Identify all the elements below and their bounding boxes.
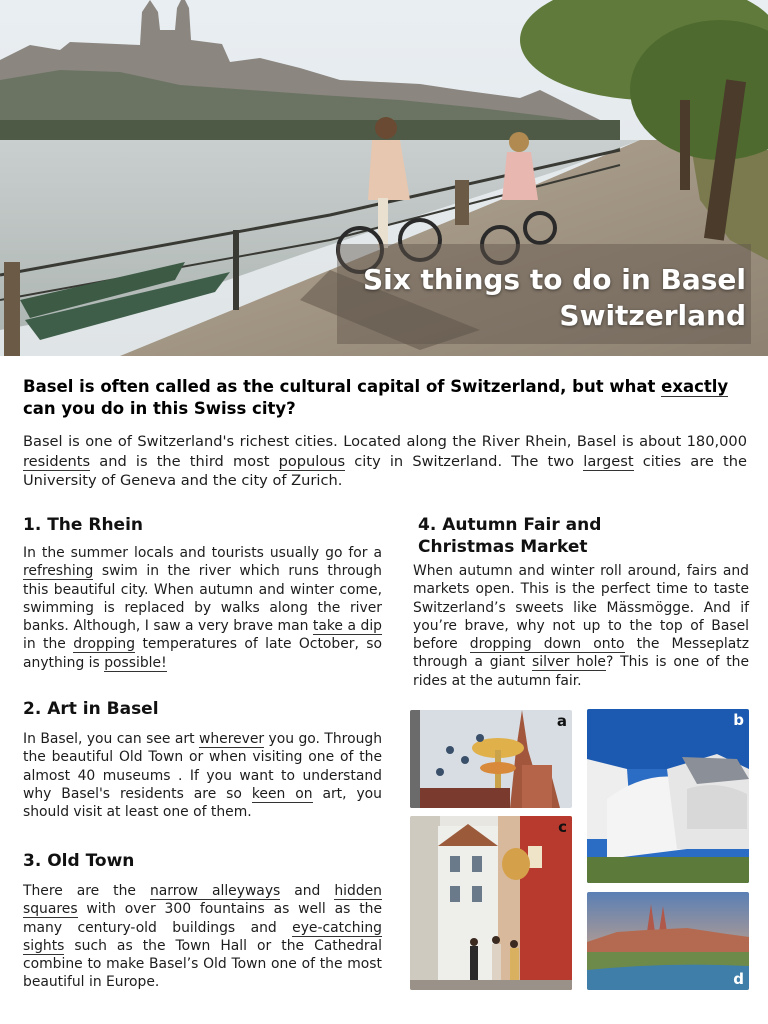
section-text-art: In Basel, you can see art wherever you go. Through the beautiful Old Town or when visiting one of the almost 40 museums . If you want to understand why Basel's residents are so keen on art, you should visit at least one of them. (23, 731, 383, 821)
vocab-hidden-squares: hidden squares (23, 883, 382, 918)
vocab-populous: populous (278, 452, 346, 470)
vocab-largest: largest (583, 452, 634, 470)
vocab-residents: residents (23, 452, 91, 470)
photo-label-d: d (733, 970, 744, 988)
vocab-wherever: wherever (198, 731, 265, 747)
section-heading-art: 2. Art in Basel (23, 699, 159, 719)
vocab-dropping: dropping (73, 636, 136, 653)
title-line-1: Six things to do in Basel (362, 263, 746, 296)
section-text-fair: When autumn and winter roll around, fairs and markets open. This is the perfect time to taste Switzerland’s sweets like Mässmögge. And if you’re brave, why not up to the top of Basel before dropping down onto the Messeplatz through a giant silver hole? This is one of the rides at the autumn fair. (413, 563, 749, 689)
section-heading-old-town: 3. Old Town (23, 851, 135, 871)
vocab-keen-on: keen on (251, 785, 313, 802)
photo-label-b: b (733, 711, 744, 729)
vocab-refreshing: refreshing (23, 563, 94, 580)
hero-image (0, 0, 768, 356)
section-text-old-town: There are the narrow alleyways and hidden squares with over 300 fountains as well as the many century-old buildings and eye-catching sights such as the Town Hall or the Cathedral combine to make Basel’s Old Town one of the most beautiful in Europe. (23, 883, 382, 991)
intro-paragraph: Basel is one of Switzerland's richest cities. Located along the River Rhein, Basel is about 180,000 residents and is the third most populous city in Switzerland. The two largest cities are the University of Geneva and the city of Zurich. (23, 433, 748, 489)
page-title (363, 262, 746, 334)
photo-old-town-alley (410, 816, 572, 990)
section-heading-rhein: 1. The Rhein (23, 515, 144, 535)
vocab-exactly: exactly (661, 377, 729, 396)
vocab-narrow-alleyways: narrow alleyways (149, 883, 281, 899)
intro-question: Basel is often called as the cultural capital of Switzerland, but what exactly can you do in this Swiss city? (23, 377, 729, 418)
photo-label-c: c (558, 818, 567, 836)
photo-museum (587, 709, 749, 883)
vocab-take-a-dip: take a dip (312, 618, 382, 635)
vocab-dropping-down-onto: dropping down onto (469, 636, 625, 653)
vocab-possible: possible! (104, 654, 167, 671)
vocab-silver-hole: silver hole (532, 654, 606, 671)
photo-cathedral-river (587, 892, 749, 990)
photo-label-a: a (556, 712, 567, 730)
section-heading-fair: 4. Autumn Fair and Christmas Market (418, 515, 602, 557)
title-line-2: Switzerland (559, 299, 746, 332)
vocab-eye-catching-sights: eye-catching sights (23, 919, 382, 954)
section-text-rhein: In the summer locals and tourists usually go for a refreshing swim in the river which runs through this beautiful city. When autumn and winter come, swimming is replaced by walks along the river banks. Although, I saw a very brave man take a dip in the dropping temperatures of late October, so anything is possible! (23, 545, 382, 671)
photo-autumn-fair (410, 710, 572, 808)
